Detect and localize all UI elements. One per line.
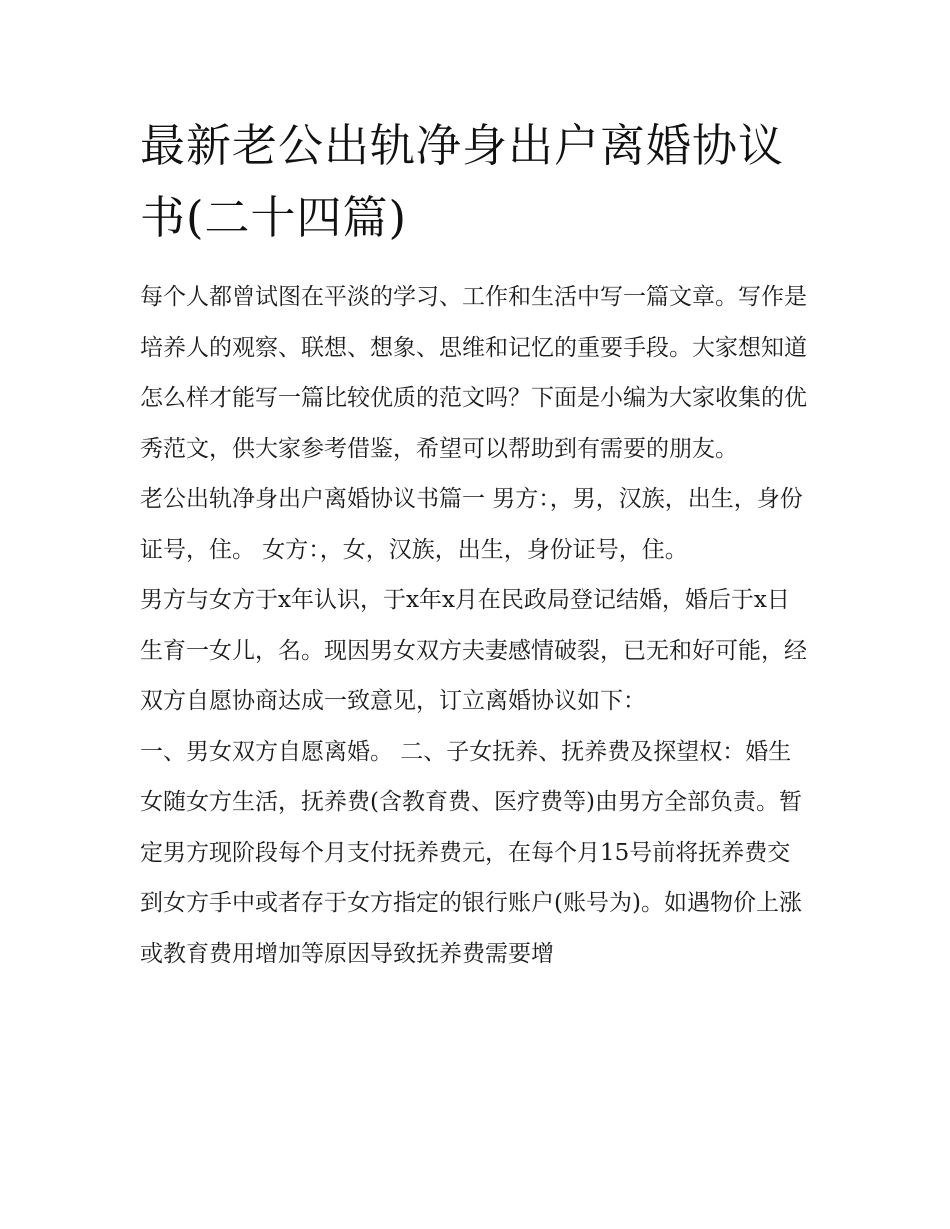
document-body — [140, 110, 812, 979]
parties-paragraph: 老公出轨净身出户离婚协议书篇一 男方：，男，汉族，出生，身份证号，住。 女方：，女，汉族，出生，身份证号，住。 — [140, 486, 803, 563]
intro-paragraph: 每个人都曾试图在平淡的学习、工作和生活中写一篇文章。写作是培养人的观察、联想、想象、思维和记忆的重要手段。大家想知道怎么样才能写一篇比较优质的范文吗？下面是小编为大家收集的优秀范文，供大家参考借鉴，希望可以帮助到有需要的朋友。 — [140, 284, 807, 462]
marriage-background-paragraph: 男方与女方于x年认识，于x年x月在民政局登记结婚，婚后于x日生育一女儿，名。现因男女双方夫妻感情破裂，已无和好可能，经双方自愿协商达成一致意见，订立离婚协议如下： — [140, 587, 807, 714]
agreement-terms-paragraph: 一、男女双方自愿离婚。 二、子女抚养、抚养费及探望权：婚生女随女方生活，抚养费(含教育费、医疗费等)由男方全部负责。暂定男方现阶段每个月支付抚养费元，在每个月15号前将抚养费交到女方手中或者存于女方指定的银行账户(账号为)。如遇物价上涨或教育费用增加等原因导致抚养费需要增 — [140, 738, 802, 967]
document-title: 最新老公出轨净身出户离婚协议书(二十四篇) — [140, 119, 785, 244]
